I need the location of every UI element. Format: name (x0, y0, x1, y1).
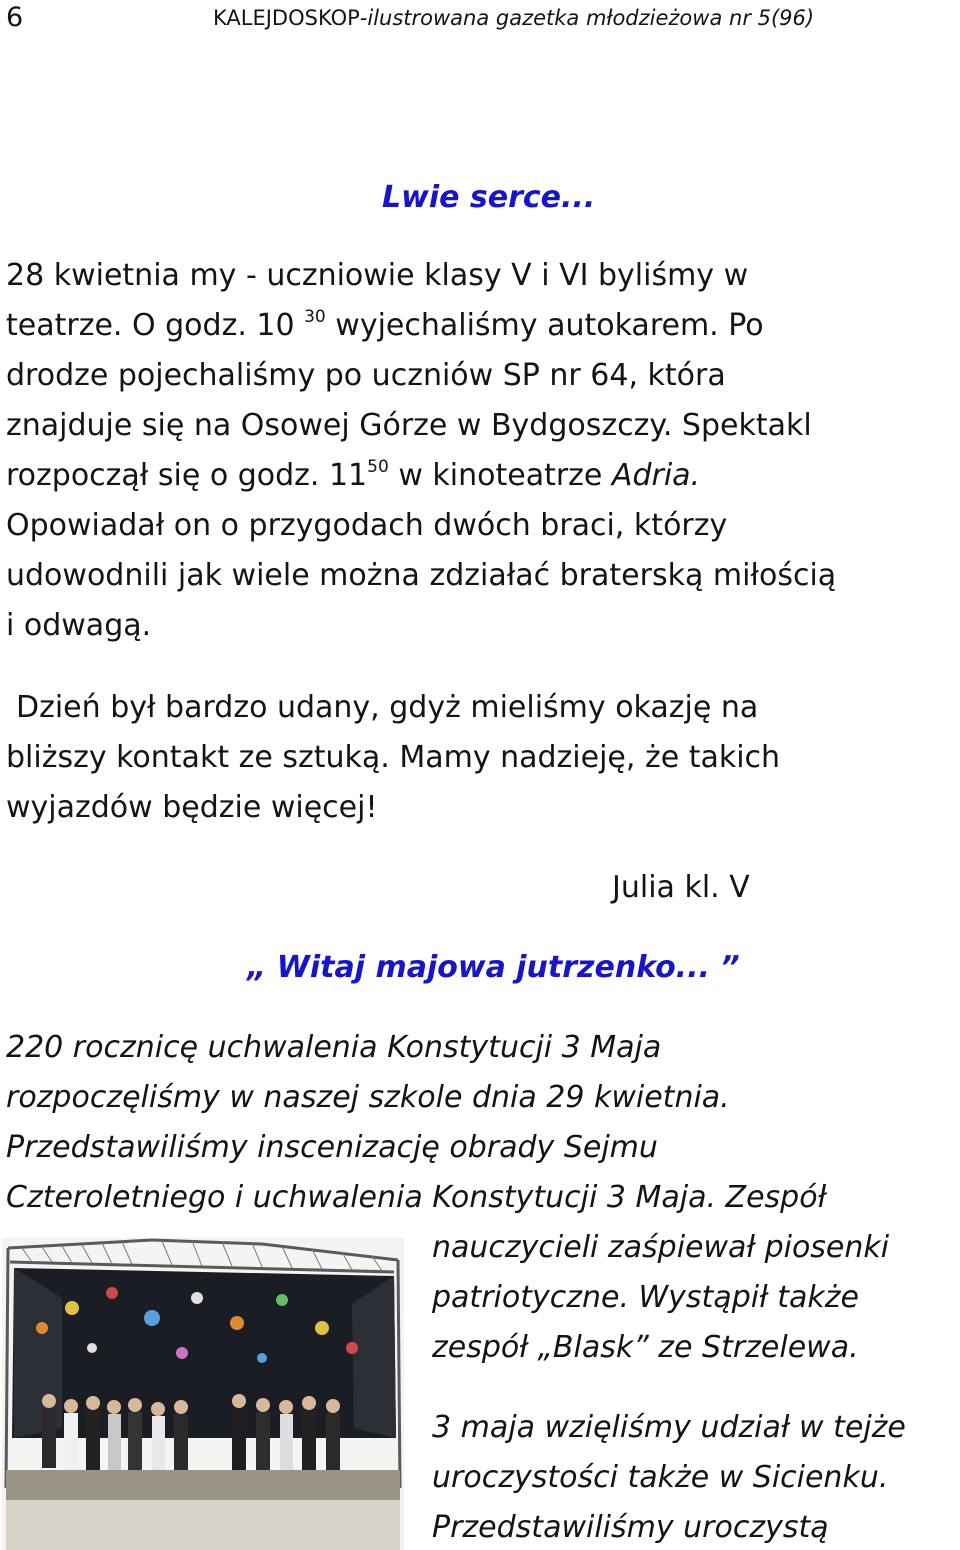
stage-performance-photo (2, 1238, 404, 1550)
article-line: 220 rocznicę uchwalenia Konstytucji 3 Maja (6, 1030, 662, 1065)
article-line: zespół „Blask” ze Strzelewa. (432, 1330, 859, 1365)
article-line: rozpoczęliśmy w naszej szkole dnia 29 kwietnia. (6, 1080, 730, 1115)
article-line: Dzień był bardzo udany, gdyż mieliśmy okazję na (16, 690, 759, 725)
article-line: patriotyczne. Wystąpił także (432, 1280, 859, 1315)
stage-floor (6, 1470, 400, 1500)
article-line: 3 maja wzięliśmy udział w tejże (432, 1410, 906, 1445)
article-line: i odwagą. (6, 608, 152, 643)
article-line: udowodnili jak wiele można zdziałać braterską miłością (6, 558, 837, 593)
article-line (6, 308, 764, 343)
article-author: Julia kl. V (612, 870, 750, 905)
venue-name: Adria. (611, 458, 701, 493)
ground (6, 1500, 400, 1550)
article-line: drodze pojechaliśmy po uczniów SP nr 64, która (6, 358, 726, 393)
article-line: Opowiadał on o przygodach dwóch braci, którzy (6, 508, 728, 543)
newsletter-header (213, 6, 814, 30)
article-line (6, 458, 700, 493)
newsletter-subtitle: -ilustrowana gazetka młodzieżowa nr 5(96) (359, 6, 815, 30)
article-line: nauczycieli zaśpiewał piosenki (432, 1230, 890, 1265)
article-line: wyjazdów będzie więcej! (6, 790, 378, 825)
article-line: Przedstawiliśmy inscenizację obrady Sejmu (6, 1130, 658, 1165)
article-line: 28 kwietnia my - uczniowie klasy V i VI byliśmy w (6, 258, 749, 293)
time-minutes: 30 (304, 307, 326, 327)
line-text: rozpoczął się o godz. 11 (6, 458, 368, 493)
line-text: wyjechaliśmy autokarem. Po (325, 308, 764, 343)
page-number: 6 (6, 2, 24, 33)
article-line: uroczystości także w Sicienku. (432, 1460, 889, 1495)
newsletter-name: KALEJDOSKOP (213, 6, 360, 30)
line-text: w kinoteatrze (388, 458, 612, 493)
article-title-witaj-majowa: „ Witaj majowa jutrzenko... ” (247, 950, 740, 985)
article-line: Przedstawiliśmy uroczystą (432, 1510, 829, 1545)
photo-illustration (2, 1238, 404, 1550)
article-line: znajduje się na Osowej Górze w Bydgoszczy. Spektakl (6, 408, 812, 443)
article-title-lwie-serce: Lwie serce... (382, 180, 596, 215)
article-line: bliższy kontakt ze sztuką. Mamy nadzieję, że takich (6, 740, 781, 775)
line-text: teatrze. O godz. 10 (6, 308, 305, 343)
article-line: Czteroletniego i uchwalenia Konstytucji 3 Maja. Zespół (6, 1180, 827, 1215)
time-minutes: 50 (367, 457, 389, 477)
